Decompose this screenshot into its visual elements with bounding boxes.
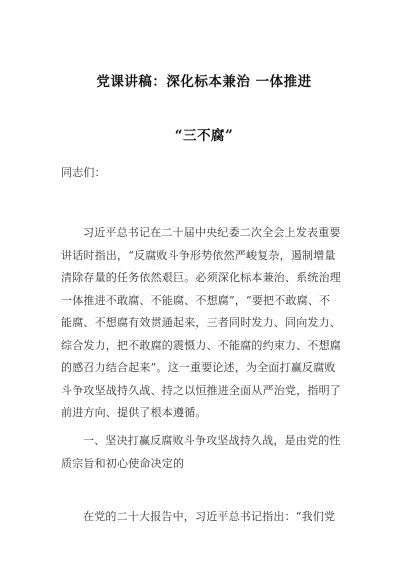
section-heading-1 — [61, 430, 351, 475]
greeting-text: 同志们： — [61, 166, 106, 179]
document-title-line-2: “三不腐” — [174, 128, 234, 144]
paragraph-line: 的感召力结合起来”。这一重要论述，为全面打赢反腐败 — [61, 361, 336, 374]
paragraph-1 — [61, 222, 351, 425]
paragraph-line: 综合发力，把不敢腐的震慑力、不能腐的约束力、不想腐 — [61, 338, 341, 352]
section-heading-line: 一、坚决打赢反腐败斗争攻坚战持久战，是由党的性 — [83, 434, 341, 447]
paragraph-line: 清除存量的任务依然艰巨。必须深化标本兼治、系统治理 — [61, 271, 341, 284]
greeting — [61, 162, 351, 185]
paragraph-line: 习近平总书记在二十届中央纪委二次全会上发表重要 — [83, 226, 341, 239]
paragraph-line: 斗争攻坚战持久战、持之以恒推进全面从严治党，指明了 — [61, 383, 341, 397]
paragraph-line: 能腐、不想腐有效贯通起来，三者同时发力、同向发力、 — [61, 316, 341, 329]
paragraph-line: 讲话时指出，“反腐败斗争形势依然严峻复杂，遏制增量 — [61, 248, 336, 262]
document-title-line-1: 党课讲稿：深化标本兼治 一体推进 — [96, 74, 312, 90]
paragraph-line: 在党的二十大报告中，习近平总书记指出：“我们党 — [83, 510, 336, 523]
section-heading-line: 质宗旨和初心使命决定的 — [61, 456, 185, 470]
paragraph-2 — [61, 506, 351, 529]
paragraph-line: 前进方向、提供了根本遵循。 — [61, 406, 207, 419]
paragraph-line: 一体推进不敢腐、不能腐、不想腐”，“要把不敢腐、不 — [61, 293, 331, 307]
